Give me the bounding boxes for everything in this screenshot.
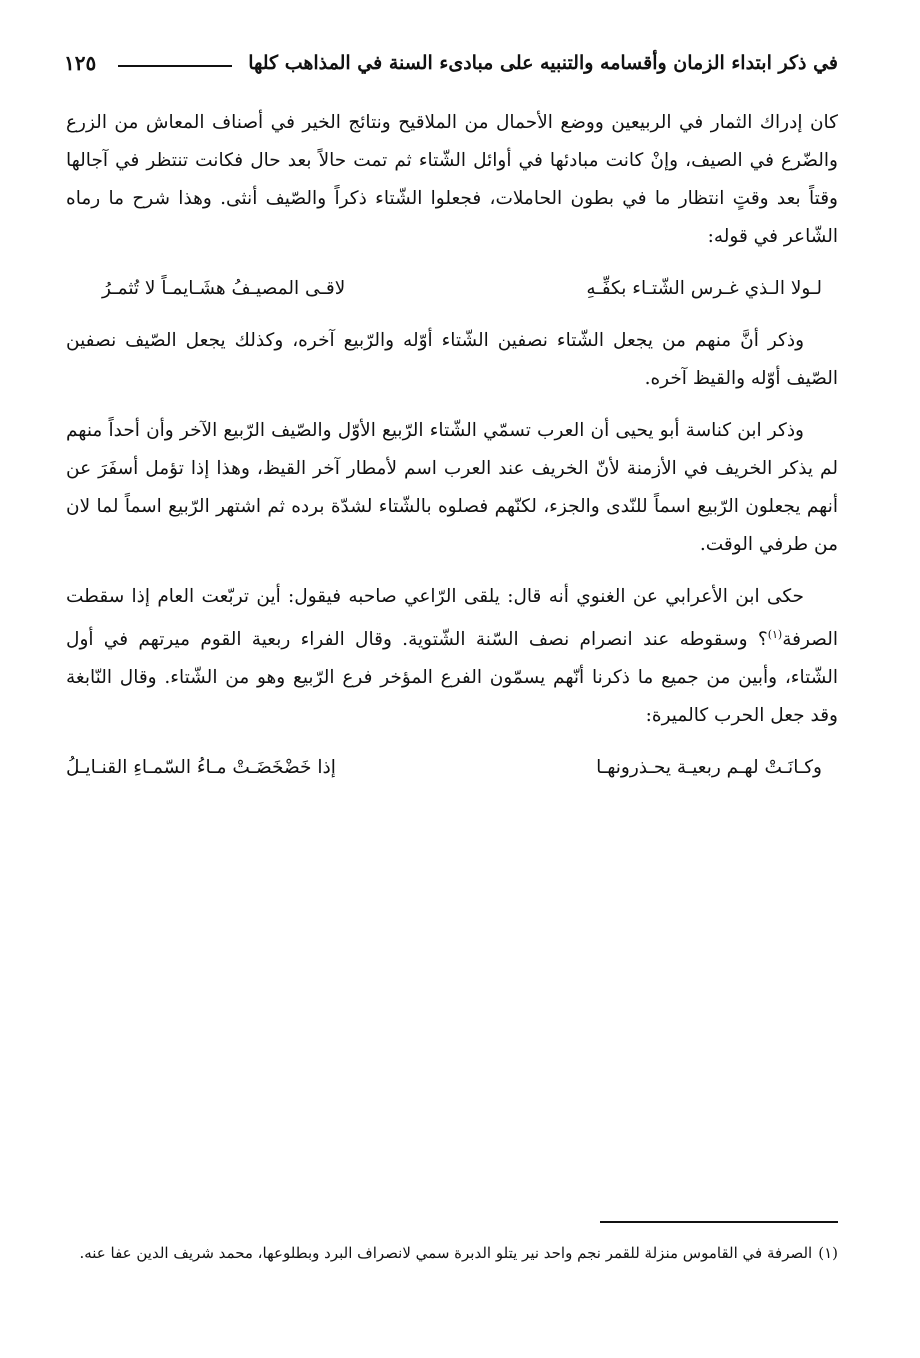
footnote — [66, 1236, 838, 1270]
paragraph-1: كان إدراك الثمار في الربيعين ووضع الأحمال من الملاقيح ونتائج الخير في أصناف المعاش من الزرع والضّرع في الصيف، وإنْ كانت مبادئها في أوائل الشّتاء ثم تمت حالاً بعد حال فكانت تنتظر في آجالها وقتاً بعد وقتٍ انتظار ما في بطون الحاملات، فجعلوا الشّتاء ذكراً والصّيف أنثى. وهذا شرح ما رماه الشّاعر في قوله: — [66, 112, 838, 247]
paragraph-3: وذكر ابن كناسة أبو يحيى أن العرب تسمّي الشّتاء الرّبيع الأوّل والصّيف الرّبيع الآخر وأن أحداً منهم لم يذكر الخريف في الأزمنة لأنّ الخريف عند العرب اسم لأمطار آخر القيظ، وهذا إذا تؤمل أسفَرَ عن أنهم يجعلون الرّبيع اسماً للنّدى والجزء، لكنّهم فصلوه بالشّتاء لشدّة برده ثم اشتهر الرّبيع اسماً لما لان من طرفي الوقت. — [66, 420, 838, 555]
verse-1 — [66, 270, 838, 308]
verse-1-second-hemistich: لاقـى المصيـفُ هشَـايمـاً لا تُثمـرُ — [102, 278, 346, 299]
page-number: ١٢٥ — [64, 51, 97, 75]
running-header — [64, 40, 838, 86]
paragraph-4 — [66, 578, 838, 735]
paragraph-4-part-1: حكى ابن الأعرابي عن الغنوي أنه قال: يلقى الرّاعي صاحبه فيقول: أين تربّعت العام إذا سقطت الصرفة — [66, 586, 838, 651]
chapter-title: في ذكر ابتداء الزمان وأقسامه والتنبيه على مبادىء السنة في المذاهب كلها — [248, 52, 838, 74]
footnote-mark: (١) — [818, 1244, 838, 1262]
footnote-reference[interactable]: (١) — [767, 628, 783, 641]
paragraph-4-part-2: ؟ وسقوطه عند انصرام نصف السّنة الشّتوية. وقال الفراء ربعية القوم ميرتهم في أول الشّتاء، وأبين من جميع ما ذكرنا أنّهم يسمّون الفرع المؤخر فرع الرّبيع وهو من الشّتاء. وقال النّابغة وقد جعل الحرب كالميرة: — [66, 629, 838, 727]
footnote-rule — [600, 1221, 838, 1223]
verse-1-first-hemistich: لـولا الـذي غـرس الشّتـاء بكفِّـهِ — [586, 278, 822, 299]
footnote-text: الصرفة في القاموس منزلة للقمر نجم واحد نير يتلو الدبرة سمي لانصراف البرد وبطلوعها، محمد شريف الدين عفا عنه. — [79, 1244, 813, 1262]
verse-2-first-hemistich: وكـانَـتْ لهـم ربعيـة يحـذرونهـا — [596, 757, 822, 779]
body-text — [66, 104, 838, 801]
verse-2-second-hemistich: إذا خَضْخَضَـتْ مـاءُ السّمـاءِ القنـايـلُ — [66, 757, 336, 779]
verse-2 — [66, 749, 838, 787]
paragraph-2: وذكر أنَّ منهم من يجعل الشّتاء نصفين الشّتاء أوّله والرّبيع آخره، وكذلك يجعل الصّيف نصفين الصّيف أوّله والقيظ آخره. — [66, 330, 838, 389]
header-rule — [118, 65, 232, 67]
